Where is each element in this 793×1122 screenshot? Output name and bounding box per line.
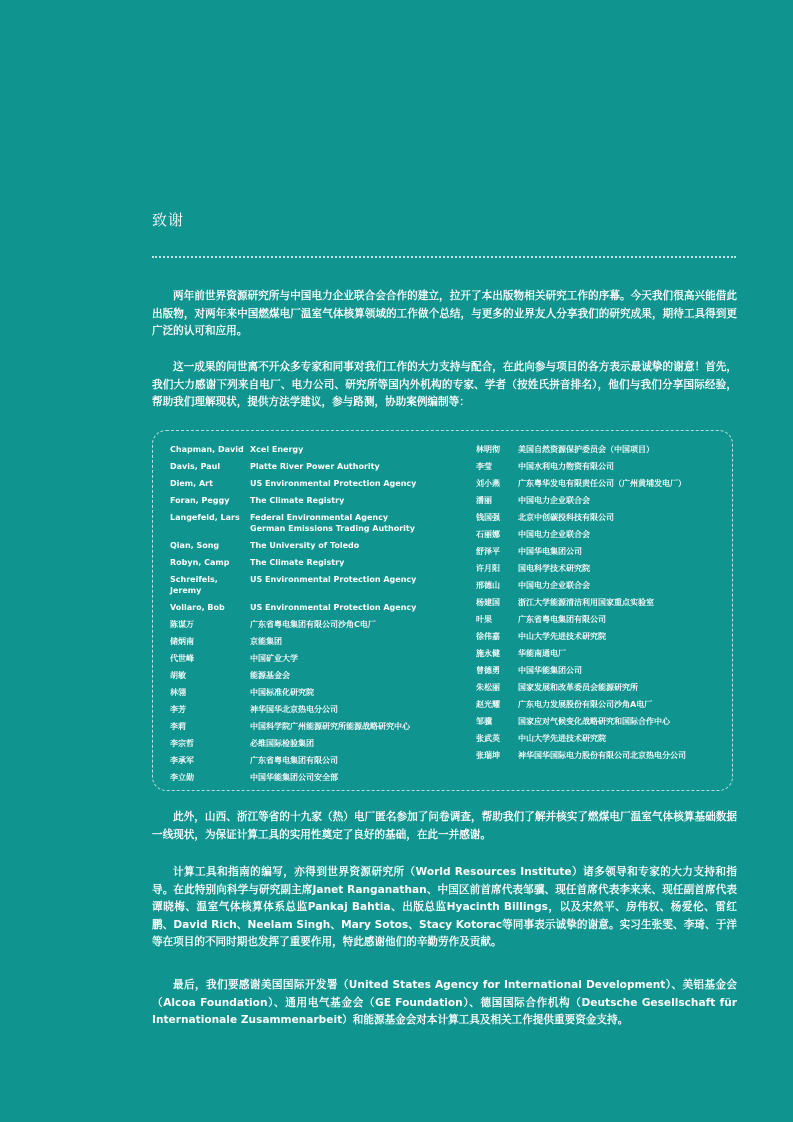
contributor-name: 邢德山 — [476, 581, 500, 590]
contributor-organization — [250, 738, 314, 749]
contributor-organization — [250, 721, 410, 732]
contributor-row — [476, 716, 686, 727]
contributor-row — [170, 636, 416, 647]
contributor-organization — [250, 704, 338, 715]
contributor-name: Schreifels, Jeremy — [170, 575, 218, 595]
contributor-row — [170, 721, 416, 732]
contributor-row — [476, 733, 686, 744]
contributor-organization — [250, 636, 282, 647]
contributor-name: 潘丽 — [476, 496, 492, 505]
contributor-organization — [518, 512, 614, 523]
organization-line: The University of Toledo — [250, 541, 360, 550]
organization-line: 中国水利电力物资有限公司 — [518, 462, 614, 471]
contributor-row — [170, 772, 416, 783]
contributor-organization — [250, 755, 338, 766]
contributor-organization — [518, 563, 590, 574]
contributor-row — [170, 574, 416, 596]
contributor-row — [170, 619, 416, 630]
contributor-name: 施永健 — [476, 649, 500, 658]
contributor-organization — [250, 670, 290, 681]
contributor-name: Diem, Art — [170, 479, 213, 488]
contributor-organization — [250, 602, 416, 613]
contributor-organization — [518, 478, 686, 489]
contributor-name: 许月阳 — [476, 564, 500, 573]
organization-line: US Environmental Protection Agency — [250, 603, 417, 612]
organization-line: German Emissions Trading Authority — [250, 524, 415, 533]
contributor-row — [170, 557, 416, 568]
contributor-row — [476, 461, 686, 472]
organization-line: 中国华能集团公司 — [518, 666, 582, 675]
organization-line: The Climate Registry — [250, 496, 345, 505]
contributor-row — [170, 704, 416, 715]
contributor-organization — [250, 653, 298, 664]
contributor-organization — [518, 546, 582, 557]
organization-line: 京能集团 — [250, 637, 282, 646]
paragraph-funders: 最后，我们要感谢美国国际开发署（United States Agency for International Development）、美铝基金会（Alcoa Foundation）、通用电气基金会（GE Foundation）、德国国际合作机构（Deutsche Gesellschaft für Internationale Zusammenarbeit）和能源基金会对本计算工具及相关工作提供重要资金支持。 — [152, 979, 737, 1026]
paragraph-thanks: 这一成果的问世离不开众多专家和同事对我们工作的大力支持与配合，在此向参与项目的各方表示最诚挚的谢意！首先，我们大力感谢下列来自电厂、电力公司、研究所等国内外机构的专家、学者（按姓氏拼音排名），他们与我们分享国际经验，帮助我们理解现状，提供方法学建议，参与路测，协助案例编制等： — [152, 361, 737, 408]
contributor-organization — [250, 540, 359, 551]
contributor-row — [476, 648, 686, 659]
contributor-name: 邹骥 — [476, 717, 492, 726]
contributor-row — [170, 478, 416, 489]
contributor-row — [170, 602, 416, 613]
organization-line: 中国标准化研究院 — [250, 688, 314, 697]
organization-line: 浙江大学能源清洁利用国家重点实验室 — [518, 598, 654, 607]
contributor-name: 刘小燕 — [476, 479, 500, 488]
contributor-organization — [518, 597, 654, 608]
contributor-name: Qian, Song — [170, 541, 220, 550]
organization-line: 神华国华北京热电分公司 — [250, 705, 338, 714]
organization-line: 广东省粤电集团有限公司 — [518, 615, 606, 624]
contributor-row — [476, 682, 686, 693]
contributor-name: Vollaro, Bob — [170, 603, 225, 612]
contributor-organization — [250, 512, 415, 534]
contributor-organization — [250, 461, 380, 472]
contributors-right-column — [476, 444, 686, 767]
contributor-organization — [518, 699, 652, 710]
organization-line: 中国华能集团公司安全部 — [250, 773, 338, 782]
contributor-name: 林明彻 — [476, 445, 500, 454]
contributor-organization — [518, 580, 590, 591]
contributor-name: 李立勋 — [170, 773, 194, 782]
contributor-row — [170, 461, 416, 472]
contributor-row — [476, 699, 686, 710]
organization-line: 中国电力企业联合会 — [518, 581, 590, 590]
contributor-row — [170, 670, 416, 681]
organization-line: Federal Environmental Agency — [250, 513, 389, 522]
contributor-name: 李莉 — [170, 722, 186, 731]
dotted-divider — [152, 256, 736, 258]
contributor-organization — [518, 750, 686, 761]
contributor-name: 胡敏 — [170, 671, 186, 680]
contributor-organization — [250, 495, 344, 506]
contributor-row — [170, 540, 416, 551]
contributor-name: 杨建国 — [476, 598, 500, 607]
contributor-row — [476, 563, 686, 574]
contributor-name: 李莹 — [476, 462, 492, 471]
contributor-row — [476, 597, 686, 608]
organization-line: 国家应对气候变化战略研究和国际合作中心 — [518, 717, 670, 726]
contributor-row — [476, 495, 686, 506]
contributor-organization — [250, 772, 338, 783]
contributor-name: Chapman, David — [170, 445, 244, 454]
paragraph-survey: 此外，山西、浙江等省的十九家（热）电厂匿名参加了问卷调查，帮助我们了解并核实了燃煤电厂温室气体核算基础数据一线现状，为保证计算工具的实用性奠定了良好的基础，在此一并感谢。 — [152, 811, 737, 841]
organization-line: 华能南通电厂 — [518, 649, 566, 658]
contributor-name: Davis, Paul — [170, 462, 221, 471]
contributor-organization — [518, 665, 582, 676]
contributor-name: 张瑞坤 — [476, 751, 500, 760]
contributor-name: 徐伟嘉 — [476, 632, 500, 641]
contributor-organization — [518, 716, 670, 727]
contributor-organization — [250, 557, 344, 568]
organization-line: 中国科学院广州能源研究所能源战略研究中心 — [250, 722, 410, 731]
organization-line: 中国华电集团公司 — [518, 547, 582, 556]
contributor-name: 李芳 — [170, 705, 186, 714]
contributor-organization — [250, 619, 376, 630]
contributor-row — [476, 444, 686, 455]
organization-line: 广东省粤电集团有限公司沙角C电厂 — [250, 620, 376, 629]
contributor-row — [170, 512, 416, 534]
contributor-organization — [250, 478, 416, 489]
contributor-organization — [518, 495, 590, 506]
organization-line: 中山大学先进技术研究院 — [518, 632, 606, 641]
contributor-name: 叶果 — [476, 615, 492, 624]
contributor-name: 朱松丽 — [476, 683, 500, 692]
organization-line: 国电科学技术研究院 — [518, 564, 590, 573]
contributors-left-column — [170, 444, 416, 789]
contributor-name: 张武英 — [476, 734, 500, 743]
organization-line: 能源基金会 — [250, 671, 290, 680]
contributor-organization — [518, 461, 614, 472]
contributor-row — [476, 478, 686, 489]
contributor-name: 李承军 — [170, 756, 194, 765]
contributor-name: 林翎 — [170, 688, 186, 697]
contributor-row — [476, 631, 686, 642]
contributor-organization — [518, 648, 566, 659]
paragraph-wri: 计算工具和指南的编写，亦得到世界资源研究所（World Resources Institute）诸多领导和专家的大力支持和指导。在此特别向科学与研究副主席Janet Ranganathan、中国区前首席代表邹骥、现任首席代表李来来、现任副首席代表谭晓梅、温室气体核算体系总监Pankaj Bahtia、出版总监Hyacinth Billings，以及宋然平、房伟权、杨爱伦、雷红鹏、David Rich、Neelam Singh、Mary Sotos、Stacy Kotorac等同事表示诚挚的谢意。实习生张雯、李琦、于洋等在项目的不同时期也发挥了重要作用，特此感谢他们的辛勤劳作及贡献。 — [152, 866, 737, 948]
contributor-name: 曾德勇 — [476, 666, 500, 675]
contributor-name: Foran, Peggy — [170, 496, 230, 505]
contributor-name: 钱国强 — [476, 513, 500, 522]
contributor-name: Langefeld, Lars — [170, 513, 240, 522]
contributor-row — [170, 687, 416, 698]
contributor-name: 陈谋万 — [170, 620, 194, 629]
contributor-row — [476, 750, 686, 761]
contributor-organization — [518, 529, 590, 540]
organization-line: 国家发展和改革委员会能源研究所 — [518, 683, 638, 692]
organization-line: 中山大学先进技术研究院 — [518, 734, 606, 743]
contributors-box — [152, 430, 733, 791]
contributor-name: Robyn, Camp — [170, 558, 230, 567]
organization-line: Xcel Energy — [250, 445, 304, 454]
organization-line: 北京中创碳投科技有限公司 — [518, 513, 614, 522]
contributor-name: 舒泽平 — [476, 547, 500, 556]
contributor-row — [170, 738, 416, 749]
contributor-row — [476, 614, 686, 625]
contributor-row — [476, 546, 686, 557]
contributor-row — [476, 512, 686, 523]
organization-line: 广东电力发展股份有限公司沙角A电厂 — [518, 700, 653, 709]
organization-line: 必维国际检验集团 — [250, 739, 314, 748]
contributor-organization — [518, 444, 654, 455]
contributor-name: 代世峰 — [170, 654, 194, 663]
contributor-organization — [518, 614, 606, 625]
organization-line: 广东粤华发电有限责任公司（广州黄埔发电厂） — [518, 479, 686, 488]
organization-line: 中国矿业大学 — [250, 654, 298, 663]
organization-line: 广东省粤电集团有限公司 — [250, 756, 338, 765]
organization-line: The Climate Registry — [250, 558, 345, 567]
organization-line: US Environmental Protection Agency — [250, 479, 417, 488]
organization-line: Platte River Power Authority — [250, 462, 380, 471]
contributor-organization — [518, 631, 606, 642]
organization-line: US Environmental Protection Agency — [250, 575, 417, 584]
contributor-name: 储炳南 — [170, 637, 194, 646]
organization-line: 神华国华国际电力股份有限公司北京热电分公司 — [518, 751, 686, 760]
contributor-name: 赵光耀 — [476, 700, 500, 709]
contributor-organization — [250, 444, 303, 455]
organization-line: 美国自然资源保护委员会（中国项目） — [518, 445, 654, 454]
contributor-row — [170, 495, 416, 506]
contributor-organization — [518, 682, 638, 693]
contributor-name: 李宗哲 — [170, 739, 194, 748]
contributor-organization — [250, 687, 314, 698]
contributor-row — [170, 444, 416, 455]
contributor-name: 石丽娜 — [476, 530, 500, 539]
page-title: 致谢 — [152, 211, 185, 229]
contributor-row — [476, 665, 686, 676]
contributor-row — [170, 755, 416, 766]
contributor-organization — [250, 574, 416, 596]
organization-line: 中国电力企业联合会 — [518, 496, 590, 505]
paragraph-intro: 两年前世界资源研究所与中国电力企业联合会合作的建立，拉开了本出版物相关研究工作的序幕。今天我们很高兴能借此出版物，对两年来中国燃煤电厂温室气体核算领域的工作做个总结，与更多的业界友人分享我们的研究成果，期待工具得到更广泛的认可和应用。 — [152, 290, 737, 337]
contributor-row — [476, 580, 686, 591]
organization-line: 中国电力企业联合会 — [518, 530, 590, 539]
contributor-organization — [518, 733, 606, 744]
contributor-row — [170, 653, 416, 664]
contributor-row — [476, 529, 686, 540]
